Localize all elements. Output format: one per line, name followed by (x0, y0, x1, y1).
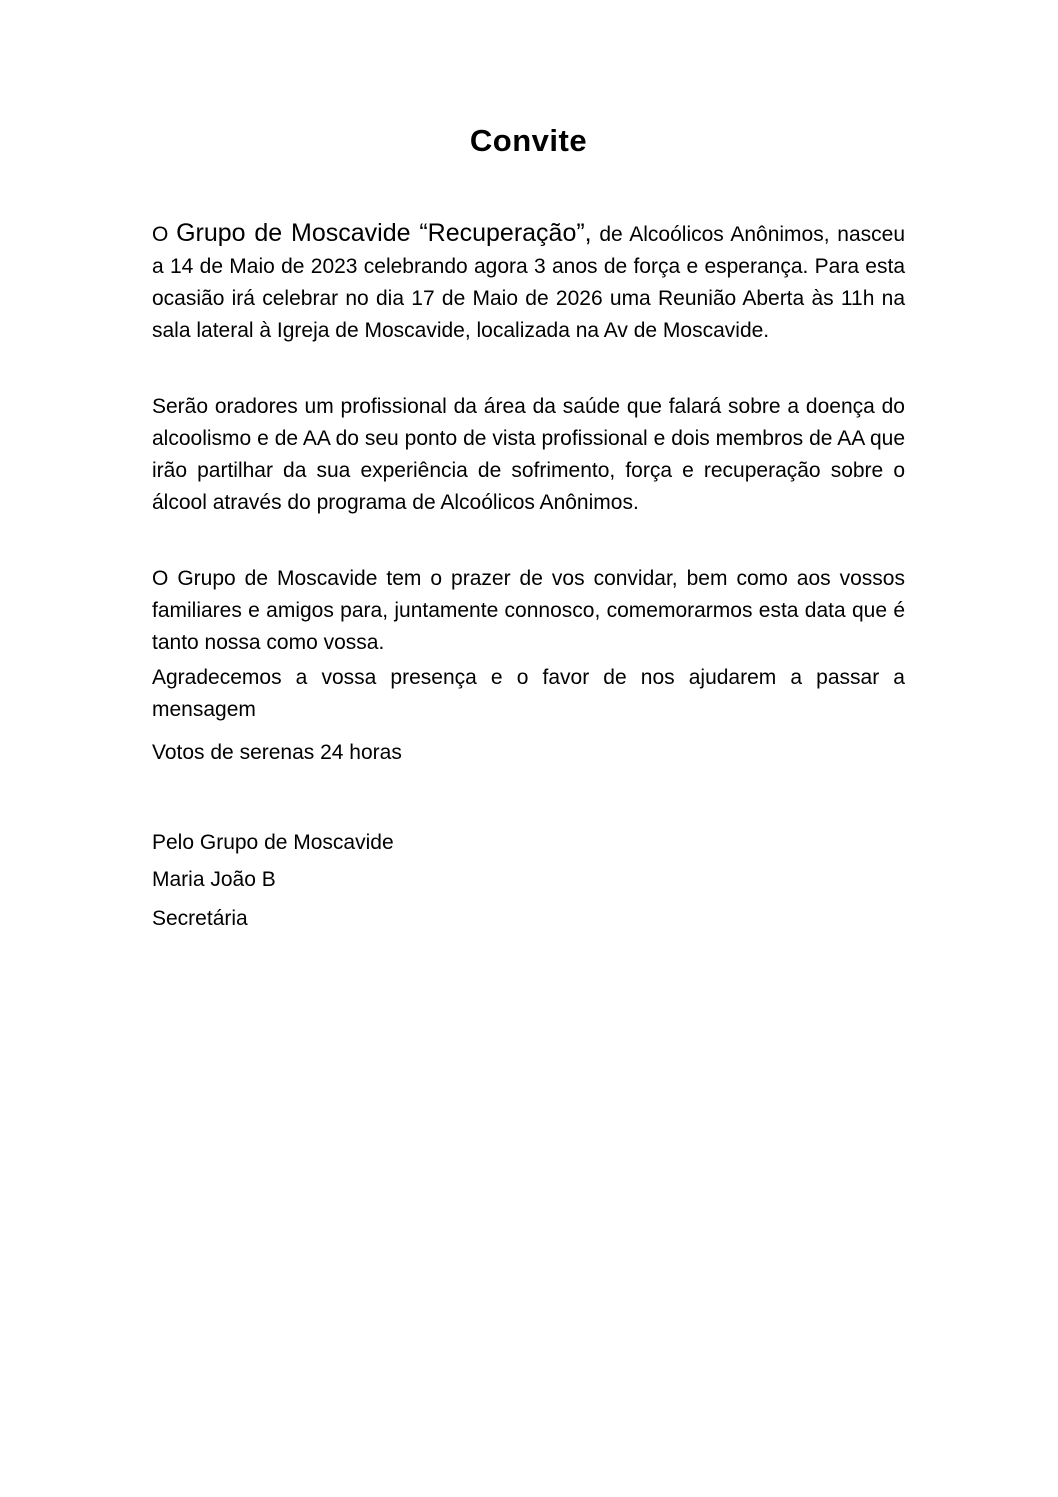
intro-paragraph (152, 217, 905, 347)
intro-prefix: O (152, 223, 177, 246)
signature-role-line: Secretária (152, 907, 248, 930)
thanks-paragraph: Agradecemos a vossa presença e o favor de nos ajudarem a passar a mensagem (152, 666, 905, 721)
intro-rest: de Alcoólicos Anônimos, nasceu a 14 de Maio de 2023 celebrando agora 3 anos de força e esperança. Para esta ocasião irá celebrar no dia 17 de Maio de 2026 uma Reunião Aberta às 11h na sala lateral à Igreja de Moscavide, localizada na Av de Moscavide. (152, 223, 905, 342)
signature-group-line: Pelo Grupo de Moscavide (152, 831, 394, 854)
speakers-paragraph: Serão oradores um profissional da área da saúde que falará sobre a doença do alcoolismo e de AA do seu ponto de vista profissional e dois membros de AA que irão partilhar da sua experiência de sofrimento, força e recuperação sobre o álcool através do programa de Alcoólicos Anônimos. (152, 395, 905, 514)
signature-name-line: Maria João B (152, 868, 276, 891)
letter-content (152, 122, 905, 935)
invitation-paragraph: O Grupo de Moscavide tem o prazer de vos convidar, bem como aos vossos familiares e amigos para, juntamente connosco, comemorarmos esta data que é tanto nossa como vossa. (152, 567, 905, 654)
group-name-emphasis: Grupo de Moscavide “Recuperação”, (176, 219, 592, 247)
wishes-line: Votos de serenas 24 horas (152, 741, 402, 764)
document-title: Convite (469, 123, 588, 158)
